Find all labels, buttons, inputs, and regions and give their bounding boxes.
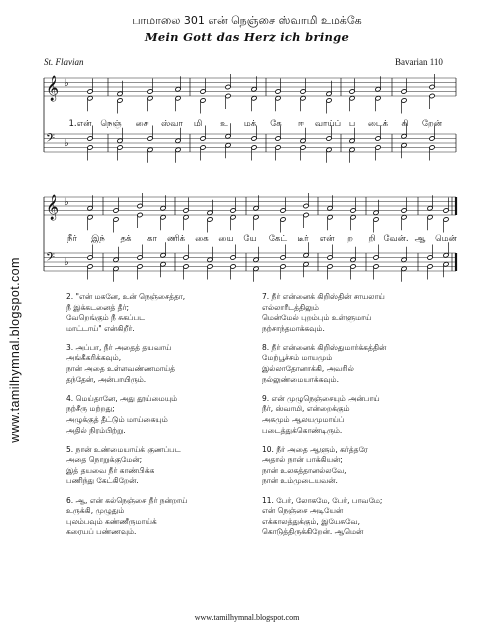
lyric-syllable: ஸ்வா bbox=[161, 119, 183, 129]
verse-line: அசுமும் ஆலயமுமாய்ப் bbox=[262, 414, 345, 424]
flat-key-icon: ♭ bbox=[64, 138, 69, 149]
meter-name: Bavarian 110 bbox=[395, 57, 443, 67]
flat-key-icon: ♭ bbox=[64, 197, 69, 208]
verse-line: அங்கீகரிக்கவும், bbox=[66, 353, 122, 363]
lyric-syllable: வேன். bbox=[383, 234, 409, 244]
verse-line: பணிந்து கேட்கிறேன். bbox=[66, 476, 139, 486]
lyric-syllable: உ bbox=[220, 119, 228, 129]
verse-line: படைத்துக்கொண்டிரும். bbox=[262, 425, 343, 435]
verse-line: கொடுத்திருக்கிறேன். ஆமென் bbox=[262, 527, 364, 537]
lyric-syllable: மக் bbox=[243, 119, 257, 129]
verse-line: புலம்பவும் கண்ணீருமாய்க் bbox=[66, 516, 157, 526]
hymn-title-german: Mein Gott das Herz ich bringe bbox=[144, 30, 350, 44]
lyric-syllable: இந் bbox=[91, 234, 105, 244]
lyric-syllable: நெஞ் bbox=[100, 119, 122, 129]
score-notation bbox=[44, 74, 456, 282]
music-score bbox=[0, 0, 494, 290]
verse-line: நல்லுண்மையாக்கவும். bbox=[262, 374, 339, 384]
verse-line: மென்மேல் புறம்பும் உள்ளுமாய் bbox=[262, 313, 372, 323]
lyric-syllable: என் bbox=[319, 234, 335, 244]
lyric-syllable: ஈ bbox=[298, 119, 304, 129]
lyric-syllable: ப bbox=[348, 119, 356, 129]
lyric-syllable: ற bbox=[347, 234, 353, 244]
verse-line: 5. நான் உண்மையாய்க் குணப்பட bbox=[66, 444, 181, 454]
verse-line: 2. "என் மகனே, உன் நெஞ்சைத்தா, bbox=[66, 292, 186, 301]
lyric-syllable: தக் bbox=[120, 234, 132, 244]
lyric-syllable: யே bbox=[243, 234, 257, 244]
tune-name: St. Flavian bbox=[44, 57, 84, 67]
verse bbox=[262, 292, 482, 334]
bass-clef-icon: 𝄢 bbox=[46, 251, 56, 267]
verse-line: 3. அப்பா, நீர் அதைத் தயவாய் bbox=[66, 342, 172, 352]
sidebar-url-text: www.tamilhymnal.blogspot.com bbox=[8, 257, 22, 443]
lyric-syllable: நீர் bbox=[67, 234, 77, 244]
verse-line: இல்லாதோனாக்கி, அவரில் bbox=[262, 364, 354, 374]
verse bbox=[262, 394, 482, 436]
verse-line: நீர், ஸ்வாமி, என்றைக்கும் bbox=[262, 404, 350, 414]
lyric-syllable: றேன் bbox=[421, 119, 443, 129]
verse-line: 8. நீர் என்னைக் கிறிஸ்துமார்க்கத்தின் bbox=[262, 342, 387, 352]
verse-line: என் நெஞ்சை அடியேன் bbox=[262, 506, 344, 516]
lyric-syllable: ணிக் bbox=[166, 234, 186, 244]
lyric-syllable: வாய்ப் bbox=[314, 119, 342, 129]
verse-line: 7. நீர் என்னைக் கிறிஸ்தின் சாயலாய் bbox=[262, 292, 385, 301]
verse-line: மேற்பூச்சம் மாயமும் bbox=[262, 353, 333, 363]
verse-line: இத் தயவை நீர் காண்பிக்க bbox=[66, 465, 155, 475]
verse bbox=[66, 496, 286, 538]
verse-line: அதில் நிரம்பிற்று. bbox=[66, 425, 126, 435]
lyric-syllable: ஆ bbox=[414, 234, 426, 244]
verse bbox=[262, 343, 482, 385]
verse-line: அதால் நான் பாக்கியன்; bbox=[262, 455, 343, 465]
verse-line: உருக்கி, முழுதும் bbox=[66, 506, 125, 516]
lyric-syllable: யை bbox=[218, 234, 234, 244]
verse-line: தந்தேன், அன்பாயிரும். bbox=[66, 374, 147, 384]
lyric-syllable: 1.என் bbox=[68, 119, 92, 129]
verse-line: 4. மெய்தானே, அது தூய்மையும் bbox=[66, 393, 178, 403]
verse bbox=[66, 394, 286, 436]
lyric-syllable: டீர் bbox=[297, 234, 309, 244]
lyric-syllable: மென் bbox=[435, 234, 457, 244]
lyric-syllable: சை bbox=[135, 119, 149, 129]
verse-line: நான் உலகத்தானல்லவே, bbox=[262, 465, 347, 475]
lyric-syllable: றி bbox=[368, 234, 376, 244]
verse bbox=[262, 496, 482, 538]
verses-right-column bbox=[262, 292, 482, 546]
verse bbox=[66, 292, 286, 334]
lyric-syllable: கேட் bbox=[268, 234, 288, 244]
verse-line: அதை நொறுக்குமேன்; bbox=[66, 455, 143, 465]
bass-clef-icon: 𝄢 bbox=[46, 132, 56, 148]
treble-clef-icon: 𝄞 bbox=[46, 76, 60, 101]
verse-line: நற்சாந்தமாக்கவும். bbox=[262, 323, 325, 333]
lyric-syllable: கை bbox=[195, 234, 209, 244]
verse bbox=[262, 445, 482, 487]
verse-line: நான் உம்முடையவன். bbox=[262, 476, 338, 486]
verse-line: கரையப் பண்ணவும். bbox=[66, 527, 137, 537]
verse-line: நீ இக்கடனைத் தீர்; bbox=[66, 302, 130, 312]
verse-line: 10. நீர் அதை ஆளும், கர்த்தரே bbox=[262, 444, 368, 454]
verse-line: 11. பேர், லோகமே, பேர், பாவமே; bbox=[262, 495, 383, 505]
lyric-syllable: டைக் bbox=[367, 119, 389, 129]
verse-line: நான் அதை உள்ளவண்ணமாய்த் bbox=[66, 364, 175, 374]
verse bbox=[66, 343, 286, 385]
flat-key-icon: ♭ bbox=[64, 257, 69, 268]
treble-clef-icon: 𝄞 bbox=[46, 195, 60, 220]
flat-key-icon: ♭ bbox=[64, 78, 69, 89]
verses-left-column bbox=[66, 292, 286, 546]
verse-line: அழுக்குத் தீட்டும் மாய்கையும் bbox=[66, 414, 168, 424]
lyric-syllable: கே bbox=[270, 119, 282, 129]
verse-line: எக்காலத்துக்கும், இயேசுவே, bbox=[262, 516, 361, 526]
lyric-syllable: மி bbox=[193, 119, 203, 129]
verse-line: வேறெங்கும் நீ சுகப்பட bbox=[66, 313, 146, 323]
verse-line: எல்லாரீடத்திலும் bbox=[262, 302, 319, 312]
verse-line: 9. என் முழுநெஞ்சையும் அன்பாய் bbox=[262, 393, 380, 403]
verse-line: நற்சீரு மற்றது; bbox=[66, 404, 115, 414]
verse-line: மாட்டாய்" என்கிறீர். bbox=[66, 323, 135, 333]
lyric-syllable: கி bbox=[401, 119, 409, 129]
verse-line: 6. ஆ, என் கல்நெஞ்சை நீர் நன்றாய் bbox=[66, 495, 188, 505]
verse bbox=[66, 445, 286, 487]
footer-url: www.tamilhymnal.blogspot.com bbox=[194, 613, 300, 622]
lyric-syllable: கா bbox=[147, 234, 157, 244]
hymn-title-tamil: பாமாலை 301 என் நெஞ்சை ஸ்வாமி உமக்கே bbox=[132, 14, 362, 27]
